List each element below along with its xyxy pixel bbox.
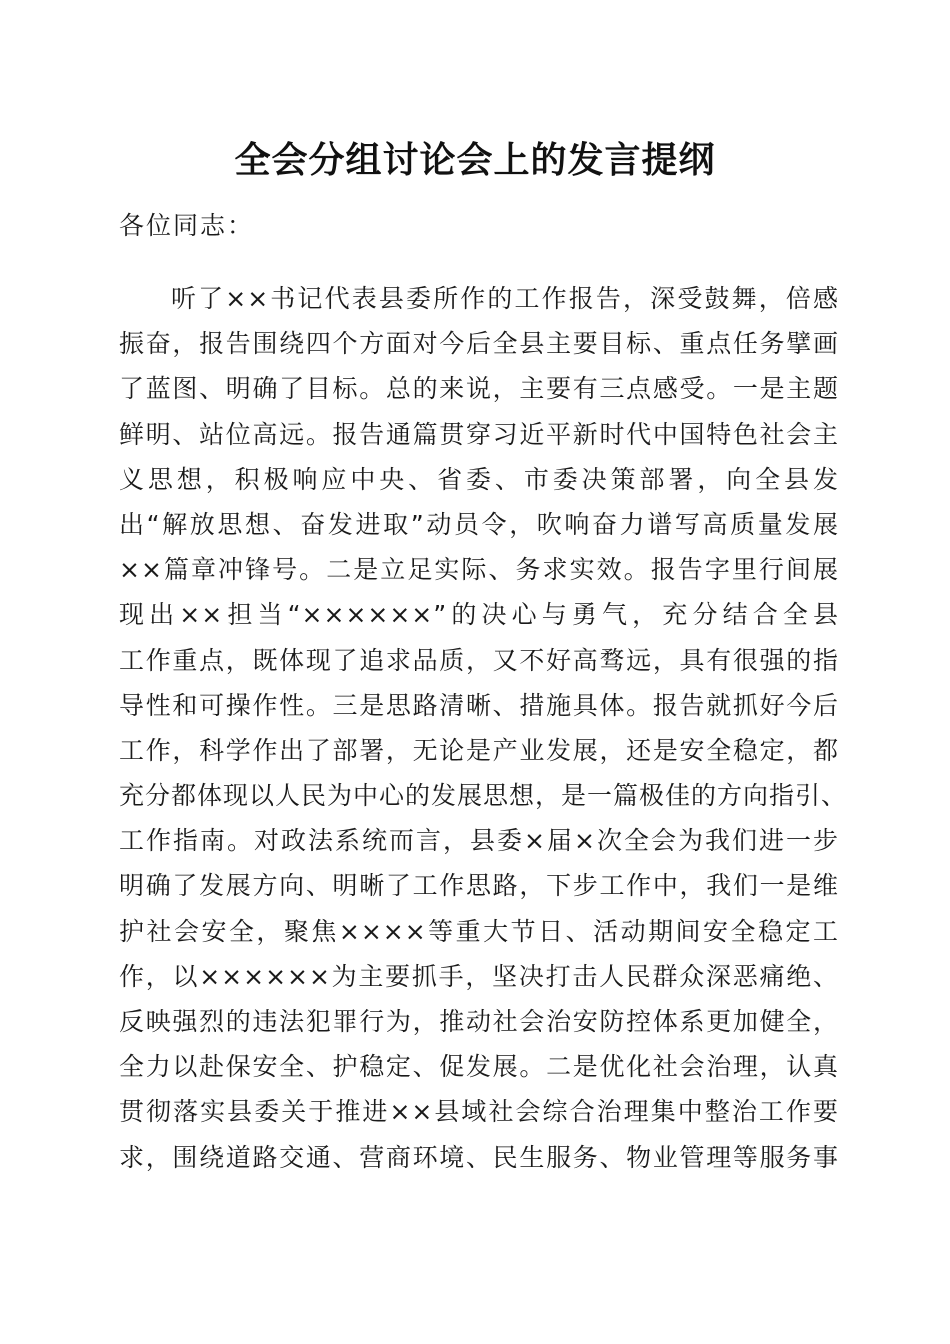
body-line: 振奋，报告围绕四个方面对今后全县主要目标、重点任务擘画 xyxy=(119,329,839,359)
body-line: 现出××担当“××××××”的决心与勇气，充分结合全县 xyxy=(119,600,839,630)
body-line: ××篇章冲锋号。二是立足实际、务求实效。报告字里行间展 xyxy=(119,555,839,585)
body-line: 明确了发展方向、明晰了工作思路，下步工作中，我们一是维 xyxy=(119,871,839,901)
body-line: 鲜明、站位高远。报告通篇贯穿习近平新时代中国特色社会主 xyxy=(119,419,839,449)
body-line: 义思想，积极响应中央、省委、市委决策部署，向全县发 xyxy=(119,464,839,494)
body-line: 导性和可操作性。三是思路清晰、措施具体。报告就抓好今后 xyxy=(119,690,839,720)
body-line: 充分都体现以人民为中心的发展思想，是一篇极佳的方向指引、 xyxy=(119,781,848,811)
body-line: 贯彻落实县委关于推进××县域社会综合治理集中整治工作要 xyxy=(119,1097,839,1127)
body-paragraph xyxy=(119,276,848,1180)
salutation: 各位同志： xyxy=(119,211,255,240)
body-line: 工作指南。对政法系统而言，县委×届×次全会为我们进一步 xyxy=(119,826,839,856)
body-line: 全力以赴保安全、护稳定、促发展。二是优化社会治理，认真 xyxy=(119,1052,839,1082)
body-line: 工作，科学作出了部署，无论是产业发展，还是安全稳定，都 xyxy=(119,735,839,765)
body-line: 出“解放思想、奋发进取”动员令，吹响奋力谱写高质量发展 xyxy=(119,509,839,539)
body-line: 工作重点，既体现了追求品质，又不好高骛远，具有很强的指 xyxy=(119,645,839,675)
body-line: 反映强烈的违法犯罪行为，推动社会治安防控体系更加健全， xyxy=(119,1007,839,1036)
document-title: 全会分组讨论会上的发言提纲 xyxy=(234,139,716,181)
body-line: 护社会安全，聚焦××××等重大节日、活动期间安全稳定工 xyxy=(119,916,839,946)
body-line: 作，以××××××为主要抓手，坚决打击人民群众深恶痛绝、 xyxy=(119,961,839,991)
body-line: 求，围绕道路交通、营商环境、民生服务、物业管理等服务事 xyxy=(119,1142,839,1172)
body-line: 了蓝图、明确了目标。总的来说，主要有三点感受。一是主题 xyxy=(119,374,839,404)
body-line: 听了××书记代表县委所作的工作报告，深受鼓舞，倍感 xyxy=(171,284,839,313)
